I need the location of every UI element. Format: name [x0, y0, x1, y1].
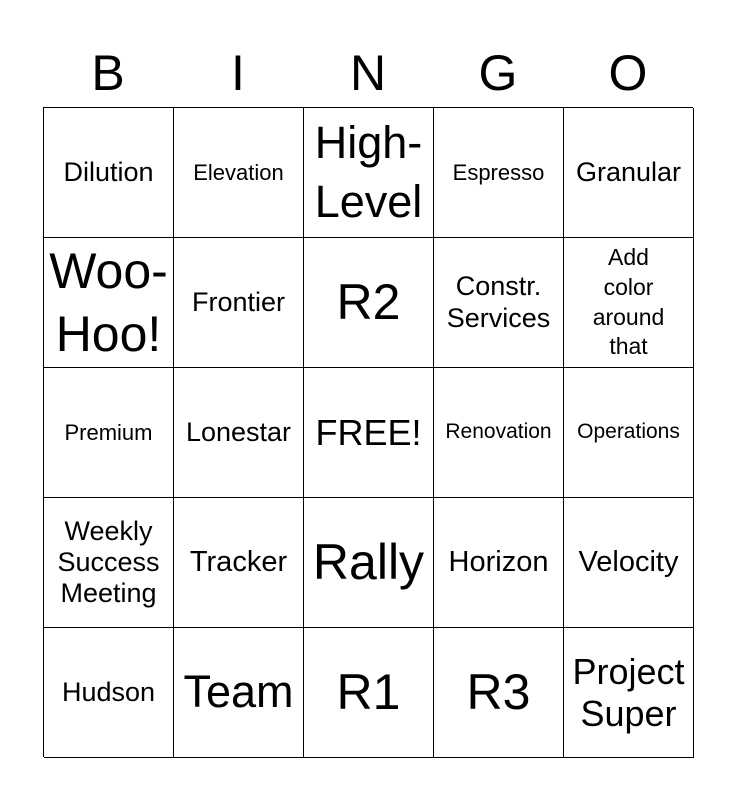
bingo-cell[interactable]: Add color around that	[564, 238, 694, 368]
bingo-cell[interactable]: Renovation	[434, 368, 564, 498]
bingo-cell[interactable]: Hudson	[44, 628, 174, 758]
bingo-cell[interactable]: Operations	[564, 368, 694, 498]
bingo-cell[interactable]: Lonestar	[174, 368, 304, 498]
bingo-cell[interactable]: High- Level	[304, 108, 434, 238]
bingo-cell[interactable]: R2	[304, 238, 434, 368]
bingo-cell[interactable]: Project Super	[564, 628, 694, 758]
free-space-cell[interactable]: FREE!	[304, 368, 434, 498]
bingo-cell[interactable]: Constr. Services	[434, 238, 564, 368]
bingo-cell[interactable]: Granular	[564, 108, 694, 238]
bingo-cell[interactable]: Horizon	[434, 498, 564, 628]
bingo-cell[interactable]: Weekly Success Meeting	[44, 498, 174, 628]
header-letter-n: N	[349, 45, 387, 101]
bingo-cell[interactable]: Woo- Hoo!	[44, 238, 174, 368]
bingo-cell[interactable]: Espresso	[434, 108, 564, 238]
header-letter-b: B	[91, 45, 125, 101]
bingo-cell[interactable]: R1	[304, 628, 434, 758]
bingo-cell[interactable]: Frontier	[174, 238, 304, 368]
bingo-board	[43, 107, 693, 757]
bingo-cell[interactable]: Team	[174, 628, 304, 758]
bingo-cell[interactable]: Premium	[44, 368, 174, 498]
header-letter-o: O	[608, 45, 648, 101]
header-letter-i: I	[231, 45, 245, 101]
bingo-cell[interactable]: Elevation	[174, 108, 304, 238]
bingo-cell[interactable]: Dilution	[44, 108, 174, 238]
bingo-cell[interactable]: Rally	[304, 498, 434, 628]
bingo-cell[interactable]: Tracker	[174, 498, 304, 628]
bingo-cell[interactable]: Velocity	[564, 498, 694, 628]
header-letter-g: G	[478, 45, 518, 101]
bingo-cell[interactable]: R3	[434, 628, 564, 758]
bingo-header	[43, 40, 693, 106]
